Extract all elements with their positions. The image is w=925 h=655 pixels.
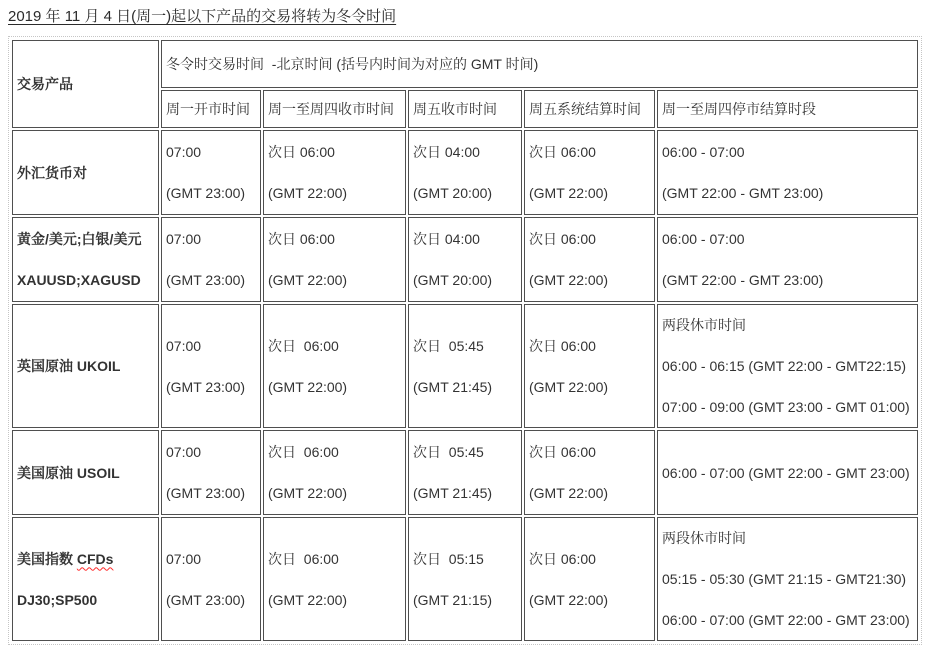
product-name-cell <box>12 130 159 215</box>
time-cell-line: (GMT 22:00) <box>268 185 348 201</box>
time-cell <box>657 430 918 515</box>
table-header <box>12 40 918 128</box>
time-cell-line: 次日 06:00 <box>268 550 339 567</box>
time-cell-line: (GMT 22:00) <box>529 272 609 288</box>
product-name-cell <box>12 217 159 302</box>
column-header-friday-close <box>408 90 522 128</box>
time-cell <box>408 517 522 641</box>
time-cell-line: (GMT 23:00) <box>166 485 246 501</box>
time-cell <box>263 130 406 215</box>
time-cell-line: 07:00 <box>166 550 202 567</box>
time-cell-line: 次日 05:15 <box>413 550 484 567</box>
time-cell <box>263 430 406 515</box>
table-row <box>12 130 918 215</box>
table-row <box>12 430 918 515</box>
time-cell <box>524 217 655 302</box>
time-cell-line: (GMT 23:00) <box>166 272 246 288</box>
time-cell <box>263 517 406 641</box>
time-cell-line: 次日 06:00 <box>529 144 596 160</box>
time-cell <box>408 130 522 215</box>
header-row-group <box>12 40 918 88</box>
column-header-label: 周五系统结算时间 <box>529 101 641 117</box>
time-cell-line: (GMT 22:00) <box>529 185 609 201</box>
product-name-line: 美国原油 USOIL <box>17 464 120 481</box>
time-cell-line: 次日 06:00 <box>268 144 335 160</box>
time-cell-line: 次日 06:00 <box>529 444 596 460</box>
time-cell-line: 07:00 - 09:00 (GMT 23:00 - GMT 01:00) <box>662 399 910 415</box>
time-cell <box>161 130 261 215</box>
column-header-label: 周一开市时间 <box>166 101 250 117</box>
time-cell-line: 两段休市时间 <box>662 317 746 333</box>
spellcheck-underlined-word: CFDs <box>76 550 114 567</box>
table-row <box>12 304 918 428</box>
time-cell-line: (GMT 22:00) <box>529 485 609 501</box>
column-header-label: 周一至周四收市时间 <box>268 101 394 117</box>
table-row <box>12 217 918 302</box>
time-cell-line: 次日 05:45 <box>413 337 484 354</box>
time-cell-line: (GMT 21:45) <box>413 485 493 501</box>
time-cell <box>408 217 522 302</box>
time-cell-line: (GMT 20:00) <box>413 185 493 201</box>
time-cell-line: 次日 06:00 <box>529 550 596 567</box>
time-cell <box>161 430 261 515</box>
time-cell-line: (GMT 22:00) <box>268 485 348 501</box>
time-cell <box>524 517 655 641</box>
time-cell-line: 06:00 - 07:00 <box>662 231 745 247</box>
time-cell-line: 次日 05:45 <box>413 444 484 460</box>
time-cell-line: (GMT 23:00) <box>166 378 246 395</box>
time-cell <box>408 304 522 428</box>
time-cell-line: (GMT 23:00) <box>166 185 246 201</box>
time-cell <box>524 304 655 428</box>
product-name-cell <box>12 430 159 515</box>
time-cell-line: 07:00 <box>166 144 202 160</box>
time-cell <box>161 517 261 641</box>
time-cell-line: (GMT 21:45) <box>413 378 493 395</box>
time-cell <box>408 430 522 515</box>
time-cell-line: (GMT 22:00) <box>529 591 609 608</box>
time-cell-line: 次日 06:00 <box>268 444 339 460</box>
time-cell <box>657 517 918 641</box>
trading-hours-table <box>10 38 920 643</box>
group-header-label: 冬令时交易时间 -北京时间 (括号内时间为对应的 GMT 时间) <box>166 56 539 72</box>
time-cell-line: (GMT 22:00) <box>268 378 348 395</box>
column-header-monday-open <box>161 90 261 128</box>
product-name-line: DJ30;SP500 <box>17 591 98 608</box>
time-cell-line: (GMT 22:00) <box>529 378 609 395</box>
time-cell-line: 06:00 - 06:15 (GMT 22:00 - GMT22:15) <box>662 358 907 374</box>
column-header-friday-settlement <box>524 90 655 128</box>
time-cell-line: (GMT 23:00) <box>166 591 246 608</box>
time-cell-line: 次日 06:00 <box>529 337 596 354</box>
time-cell-line: (GMT 22:00) <box>268 591 348 608</box>
product-name-line: 英国原油 UKOIL <box>17 358 121 374</box>
time-cell-line: (GMT 22:00) <box>268 272 348 288</box>
time-cell-line: 次日 06:00 <box>268 231 335 247</box>
time-cell-line: 05:15 - 05:30 (GMT 21:15 - GMT21:30) <box>662 571 907 587</box>
time-cell <box>657 304 918 428</box>
time-cell-line: (GMT 21:15) <box>413 591 493 608</box>
time-cell <box>524 430 655 515</box>
schedule-table-wrapper <box>8 36 922 645</box>
time-cell <box>161 304 261 428</box>
table-body <box>12 130 918 641</box>
group-header-cell <box>161 40 918 88</box>
time-cell-line: 07:00 <box>166 231 202 247</box>
product-name-cell <box>12 304 159 428</box>
column-header-label: 周一至周四停市结算时段 <box>662 101 816 117</box>
time-cell-line: 两段休市时间 <box>662 530 746 546</box>
corner-header-cell <box>12 40 159 128</box>
column-header-mon-thu-close <box>263 90 406 128</box>
time-cell-line: 次日 04:00 <box>413 231 480 247</box>
column-header-mon-thu-break <box>657 90 918 128</box>
time-cell-line: (GMT 20:00) <box>413 272 493 288</box>
time-cell <box>524 130 655 215</box>
time-cell <box>263 217 406 302</box>
time-cell-line: 06:00 - 07:00 <box>662 144 745 160</box>
product-name-line: XAUUSD;XAGUSD <box>17 272 141 288</box>
product-name-line: 黄金/美元;白银/美元 <box>17 231 142 247</box>
time-cell-line: 06:00 - 07:00 (GMT 22:00 - GMT 23:00) <box>662 464 910 481</box>
time-cell-line: (GMT 22:00 - GMT 23:00) <box>662 272 824 288</box>
time-cell <box>657 217 918 302</box>
time-cell-line: 06:00 - 07:00 (GMT 22:00 - GMT 23:00) <box>662 612 910 628</box>
corner-header-label: 交易产品 <box>17 76 73 92</box>
product-name-line: 美国指数 CFDs <box>17 550 114 567</box>
column-header-label: 周五收市时间 <box>413 101 497 117</box>
time-cell-line: 次日 06:00 <box>268 337 339 354</box>
product-name-line: 外汇货币对 <box>17 164 87 181</box>
time-cell <box>657 130 918 215</box>
time-cell-line: 07:00 <box>166 444 202 460</box>
time-cell-line: 07:00 <box>166 337 202 354</box>
page-title: 2019 年 11 月 4 日(周一)起以下产品的交易将转为冬令时间 <box>8 8 397 25</box>
time-cell <box>161 217 261 302</box>
time-cell-line: (GMT 22:00 - GMT 23:00) <box>662 185 824 201</box>
time-cell-line: 次日 04:00 <box>413 144 480 160</box>
product-name-cell <box>12 517 159 641</box>
time-cell <box>263 304 406 428</box>
time-cell-line: 次日 06:00 <box>529 231 596 247</box>
table-row <box>12 517 918 641</box>
